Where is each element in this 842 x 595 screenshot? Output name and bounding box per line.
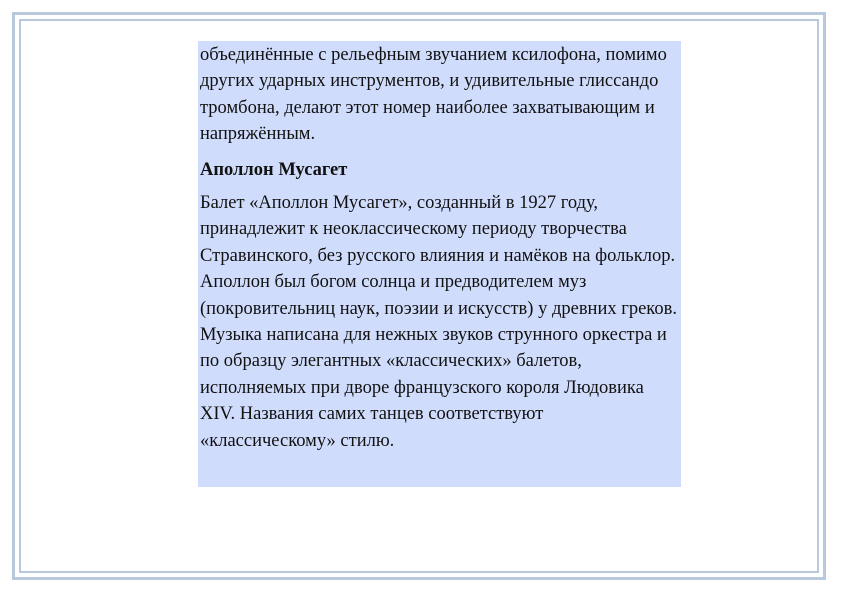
section-heading: Аполлон Мусагет xyxy=(200,159,348,180)
text-box xyxy=(198,41,681,487)
paragraph-apollon: Балет «Аполлон Мусагет», созданный в 1927 году, принадлежит к неоклассическому периоду творчества Стравинского, без русского влияния и намёков на фольклор. Аполлон был богом солнца и предводителем муз (покровительниц наук, поэзии и искусств) у древних греков. Музыка написана для нежных звуков струнного оркестра и по образцу элегантных «классических» балетов, исполняемых при дворе французского короля Людовика XIV. Названия самих танцев соответствуют «классическому» стилю. xyxy=(200,193,677,451)
paragraph-intro: объединённые с рельефным звучанием ксилофона, помимо других ударных инструментов, и удивительные глиссандо тромбона, делают этот номер наиболее захватывающим и напряжённым. xyxy=(200,45,667,145)
